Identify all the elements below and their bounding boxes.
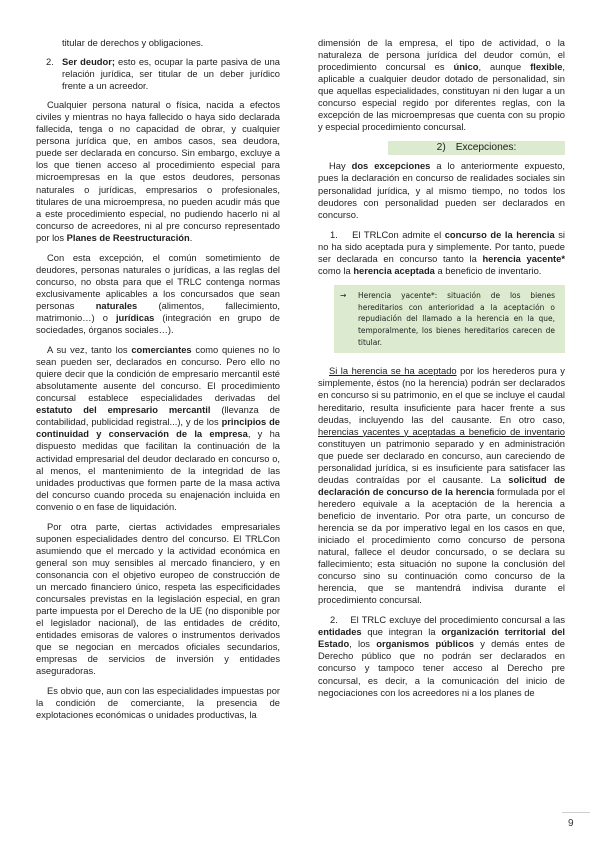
underlined-herencias-yacentes: herencias yacentes y aceptadas a beneficio de inventario (318, 426, 565, 437)
arrow-right-icon: → (340, 289, 347, 300)
paragraph-excepcion: Con esta excepción, el común sometimiento de deudores, personas naturales o jurídicas, a las reglas del concurso, no obsta para que el TRLC contenga normas exclusivamente aplicables a los concursados que sean personas naturales (alimentos, fallecimiento, matrimonio…) o jurídicas (integración en grupo de sociedades, órganos sociales…). (36, 252, 281, 336)
term-solicitud-declaracion: solicitud de declaración de concurso de la herencia (318, 474, 565, 497)
page-number: 9 (568, 818, 574, 829)
left-column (36, 37, 280, 729)
term-unico: único (453, 62, 479, 73)
paragraph-dimension: dimensión de la empresa, el tipo de actividad, o la naturaleza de persona jurídica del deudor común, el procedimiento concursal es único, aunque flexible, aplicable a cualquier deudor dotado de personalidad, sin que aquellas especialidades, constituyan ni den lugar a un concurso especial regido por diferentes reglas, con la excepción de las microempresas que cuenta con su propio y especial procedimiento concursal. (318, 38, 565, 133)
right-column (318, 37, 565, 707)
list-item-1-continuation: titular de derechos y obligaciones. (62, 38, 204, 48)
numbered-item-2: 2. El TRLC excluye del procedimiento concursal a las entidades que integran la organización territorial del Estado, los organismos públicos y demás entes de Derecho público que no podrán ser declarados en concurso y tampoco tener acceso al Derecho pre concursal, es decir, a la comunicación del inicio de negociaciones con los acreedores ni a los planes de (318, 615, 566, 698)
term-juridicas: jurídicas (115, 312, 155, 323)
paragraph-actividades: Por otra parte, ciertas actividades empresariales suponen especialidades dentro del concurso. El TRLCon asumiendo que el mercado y la actividad económica en general son muy sensibles al mercado financiero, y en consonancia con el objetivo europeo de construcción de un mercado financiero único, respeta las especificidades concursales previstas en la legislación especial, en gran parte impuesta por el Derecho de la UE (no disponible por el legislador nacional), de las entidades de crédito, entidades emisoras de valores o instrumentos derivados que se negocian en mercados oficiales secundarios, empresas de servicios de inversión y entidades aseguradoras. (36, 521, 280, 677)
term-organizacion-territorial: organización territorial del Estado (318, 627, 566, 650)
page-number-rule (562, 812, 590, 813)
paragraph-comerciantes: A su vez, tanto los comerciantes como quienes no lo sean pueden ser, declarados en concurso. Pero ello no quiere decir que la condición de empresario mercantil esté absolutamente ausente del concurso. El procedimiento concursal establece especialidades derivadas del estatuto del empresario mercantil (llevanza de contabilidad, publicidad registral...), y de los principios de continuidad y conservación de la empresa, y ha dispuesto medidas que facilitan la continuación de la actividad empresarial del deudor declarado en concurso o, al menos, el mantenimiento de la integridad de las unidades productivas que formen parte de la masa activa del concurso cuando proceda su enajenación incluida en convenio o en fase de liquidación. (36, 345, 280, 512)
term-herencia-yacente: herencia yacente* (482, 253, 565, 264)
definition-text: Herencia yacente*: situación de los bienes hereditarios con anterioridad a la aceptación o repudiación del llamado a la herencia en la que, temporalmente, los bienes hereditarios carecen de titular. (358, 289, 555, 347)
list-item-2 (36, 56, 280, 92)
term-naturales: naturales (95, 300, 138, 311)
term-dos-excepciones: dos excepciones (351, 161, 431, 172)
list-text: esto es, ocupar la parte pasiva de una relación jurídica, ser titular de un deber jurídico frente a un acreedor. (62, 57, 281, 92)
underlined-herencia-aceptada: Si la herencia se ha aceptado (329, 366, 457, 377)
list-number: 2. (46, 57, 54, 68)
item-number: 1. (330, 229, 338, 240)
term-concurso-herencia: concurso de la herencia (444, 229, 555, 240)
item-number: 2. (330, 615, 338, 626)
paragraph-persona-natural: Cualquier persona natural o física, nacida a efectos civiles y mientras no haya fallecido o haya sido declarada fallecida, tenga o no capacidad de obrar, y cualquier persona jurídica que, en ambos casos, sea deudora, puede ser declarada en concurso. Sin embargo, excluye a los que tienen acceso al procedimiento especial para microempresas en la que estos deudores, personas naturales o jurídicas, empresarios o profesionales, titulares de una microempresa, no pueden acudir más que a este procedimiento especial, no pudiendo hacerlo ni al concurso de acreedores, ni al pre concurso representado por los Planes de Reestructuración. (36, 100, 280, 243)
section-heading-excepciones (388, 141, 565, 155)
term-herencia-aceptada: herencia aceptada (353, 265, 435, 276)
definition-box (334, 285, 565, 354)
term-ser-deudor: Ser deudor; (62, 57, 115, 68)
paragraph-dos-excepciones: Hay dos excepciones a lo anteriormente expuesto, pues la declaración en concurso de realidades sociales sin personalidad jurídica, y al mismo tiempo, no todos los deudores con personalidad pueden ser declarados en concurso. (318, 161, 565, 220)
paragraph-es-obvio: Es obvio que, aun con las especialidades impuestas por la condición de comerciante, la presencia de explotaciones económicas o unidades productivas, la (36, 686, 280, 721)
term-organismos-publicos: organismos públicos (376, 639, 474, 650)
heading-text: Excepciones: (455, 142, 517, 154)
term-flexible: flexible (530, 62, 563, 73)
term-comerciantes: comerciantes (131, 345, 192, 356)
numbered-item-1: 1. El TRLCon admite el concurso de la herencia si no ha sido aceptada pura y simplemente. Por tanto, puede ser declarada en concurso tanto la herencia yacente* como la herencia aceptada a beneficio de inventario. (318, 229, 566, 276)
paragraph-herencia-aceptada: Si la herencia se ha aceptado por los herederos pura y simplemente, éstos (no la herencia) podrán ser declarados en concurso si su patrimonio, en el que se incluye el caudal hereditario, resulta insuficiente para hacer frente a sus deudas, incluyendo las del causante. En otro caso, herencias yacentes y aceptadas a beneficio de inventario constituyen un patrimonio separado y en administración que puede ser declarado en concurso, aun careciendo de personalidad jurídica, si es insuficiente para satisfacer las deudas contraídas por el causante. La solicitud de declaración de concurso de la herencia formulada por el heredero equivale a la aceptación de la herencia a beneficio de inventario. Por otra parte, un concurso de herencia se da por imperativo legal en los casos en que, iniciado el procedimiento como concurso de persona natural, fallece el deudor concursado, o se declara su fallecimiento; esta situación no supone la conclusión del concurso sino su continuación como concurso de la herencia, que se mantendrá indivisa durante el procedimiento concursal. (318, 366, 565, 606)
heading-number: 2) (436, 142, 446, 154)
term-principios: principios de continuidad y conservación de la empresa (36, 417, 280, 440)
term-estatuto: estatuto del empresario mercantil (36, 405, 211, 416)
term-entidades: entidades (318, 627, 362, 638)
term-planes-reestructuracion: Planes de Reestructuración (66, 232, 190, 243)
